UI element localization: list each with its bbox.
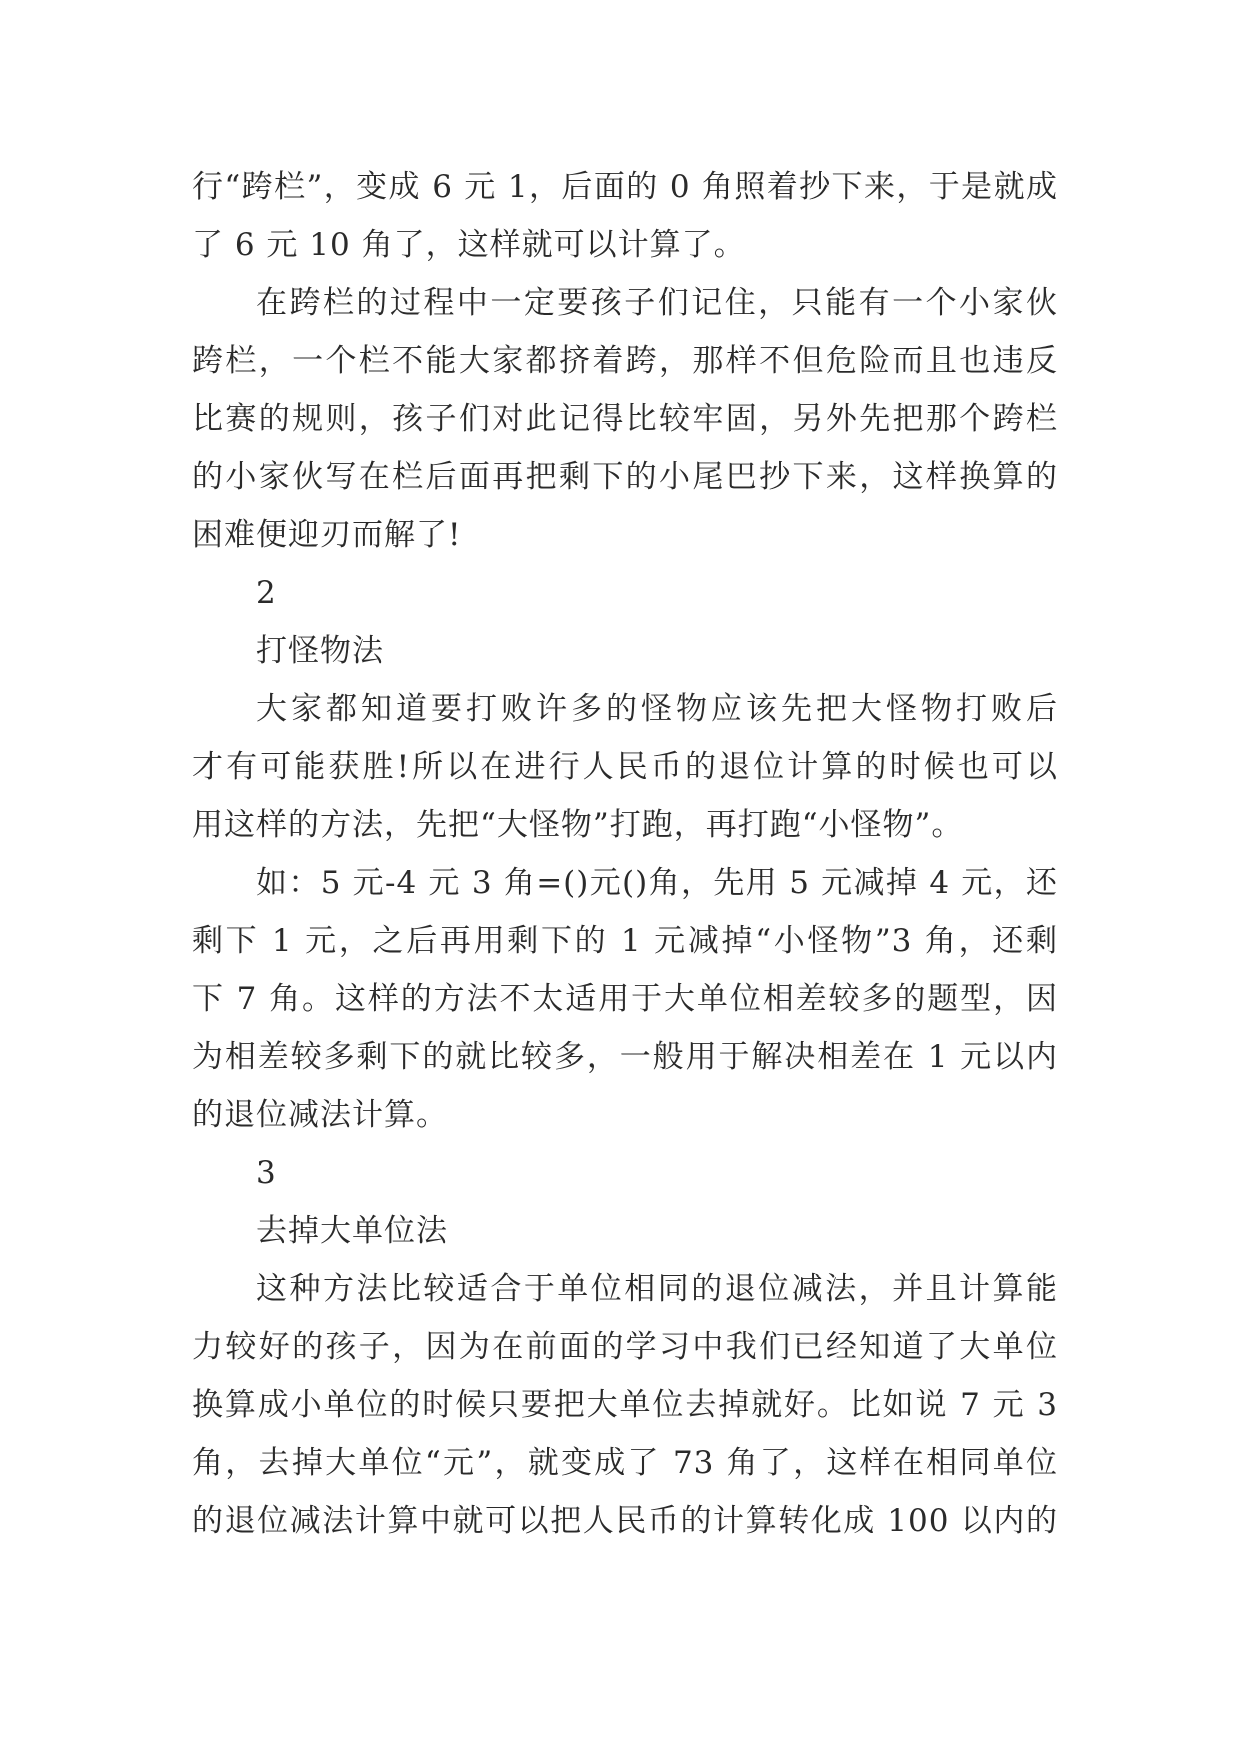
paragraph-line: 力较好的孩子，因为在前面的学习中我们已经知道了大单位: [192, 1329, 1058, 1365]
section-number: 3: [256, 1155, 277, 1191]
paragraph-line: 的小家伙写在栏后面再把剩下的小尾巴抄下来，这样换算的: [192, 459, 1058, 495]
paragraph-line: 比赛的规则，孩子们对此记得比较牢固，另外先把那个跨栏: [192, 401, 1058, 437]
section-title: 去掉大单位法: [256, 1213, 448, 1249]
paragraph-line: 在跨栏的过程中一定要孩子们记住，只能有一个小家伙: [256, 285, 1058, 321]
paragraph-line: 这种方法比较适合于单位相同的退位减法，并且计算能: [256, 1271, 1058, 1307]
section-title: 打怪物法: [256, 633, 384, 669]
paragraph-line: 为相差较多剩下的就比较多，一般用于解决相差在 1 元以内: [192, 1039, 1058, 1075]
paragraph-line: 剩下 1 元，之后再用剩下的 1 元减掉“小怪物”3 角，还剩: [192, 923, 1058, 959]
paragraph-line: 了 6 元 10 角了，这样就可以计算了。: [192, 227, 746, 263]
paragraph-line: 困难便迎刃而解了!: [192, 517, 462, 553]
paragraph-line: 的退位减法计算中就可以把人民币的计算转化成 100 以内的: [192, 1503, 1058, 1539]
paragraph-line: 大家都知道要打败许多的怪物应该先把大怪物打败后: [256, 691, 1058, 727]
section-number: 2: [256, 575, 277, 611]
paragraph-line: 用这样的方法，先把“大怪物”打跑，再打跑“小怪物”。: [192, 807, 964, 843]
paragraph-line: 才有可能获胜!所以在进行人民币的退位计算的时候也可以: [192, 749, 1058, 785]
document-body: [192, 158, 1058, 1550]
paragraph-line: 行“跨栏”，变成 6 元 1，后面的 0 角照着抄下来，于是就成: [192, 169, 1058, 205]
paragraph-line: 的退位减法计算。: [192, 1097, 448, 1133]
paragraph-line: 下 7 角。这样的方法不太适用于大单位相差较多的题型，因: [192, 981, 1058, 1017]
paragraph-line: 角，去掉大单位“元”，就变成了 73 角了，这样在相同单位: [192, 1445, 1058, 1481]
paragraph-line: 跨栏，一个栏不能大家都挤着跨，那样不但危险而且也违反: [192, 343, 1058, 379]
paragraph-line: 换算成小单位的时候只要把大单位去掉就好。比如说 7 元 3: [192, 1387, 1058, 1423]
paragraph-line: 如：5 元-4 元 3 角=()元()角，先用 5 元减掉 4 元，还: [256, 865, 1058, 901]
